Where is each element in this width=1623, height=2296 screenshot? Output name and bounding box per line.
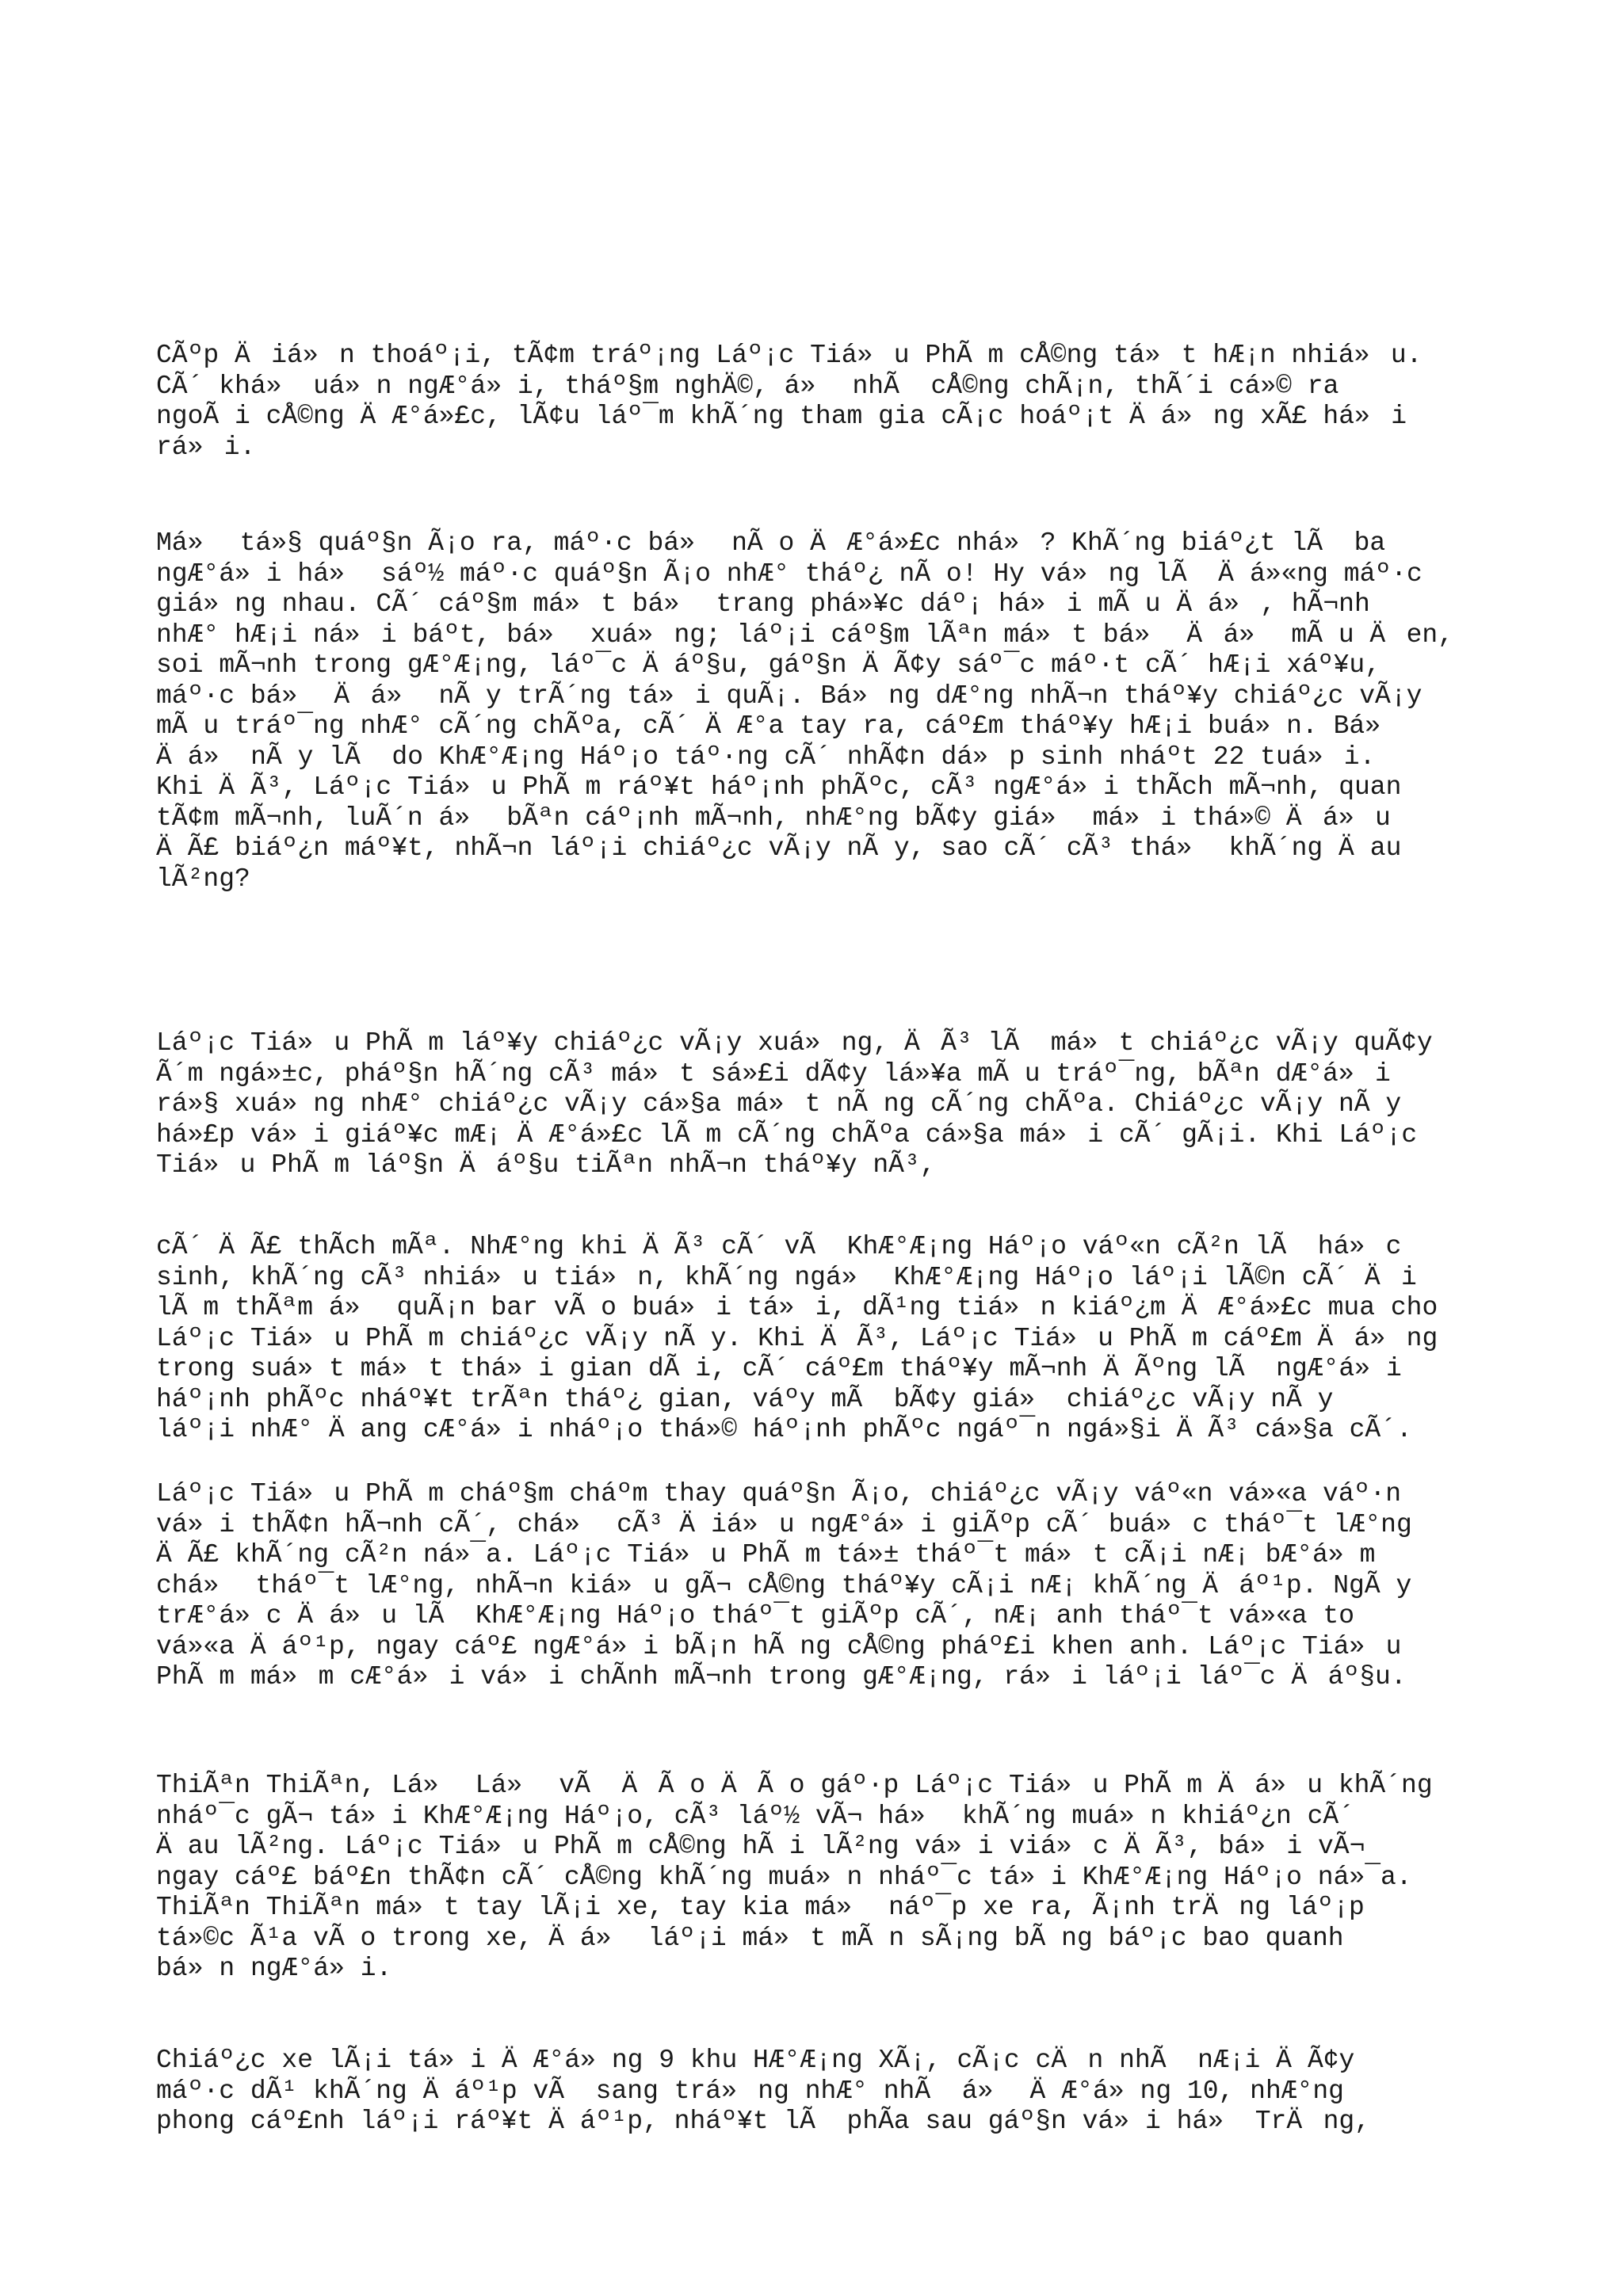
paragraph-7: Chiáº¿c xe lÃ¡i tá»i ÄÆ°á»ng 9 khu HÆ°Æ¡ng XÃ¡, cÃ¡c cÄn nhÃ nÆ¡i ÄÃ¢y máº·c dÃ¹ khÃ´ng Äáº¹p vÃ sang trá»ng nhÆ° nhÃ á» ÄÆ°á»ng 10, nhÆ°ng phong cáº£nh láº¡i ráº¥t Äáº¹p, nháº¥t lÃ phÃa sau gáº§n vá»i há» TrÄng,: [156, 2046, 1370, 2136]
paragraph-2: Má» tá»§ quáº§n Ã¡o ra, máº·c bá» nÃ o ÄÆ°á»£c nhá»? KhÃ´ng biáº¿t lÃ ba ngÆ°á»i há» sáº½ máº·c quáº§n Ã¡o nhÆ° tháº¿ nÃ o! Hy vá»ng lÃ Äá»«ng máº·c giá»ng nhau. CÃ´ cáº§m má»t bá» trang phá»¥c dáº¡ há»i mÃ u Äá», hÃ¬nh nhÆ° hÆ¡i ná»i báºt, bá» xuá»ng; láº¡i cáº§m lÃªn má»t bá» Äá» mÃ u Äen, soi mÃ¬nh trong gÆ°Æ¡ng, láº¯c Äáº§u, gáº§n ÄÃ¢y sáº¯c máº·t cÃ´ hÆ¡i xáº¥u, máº·c bá» Äá» nÃ y trÃ´ng tá»i quÃ¡. Bá»ng dÆ°ng nhÃ¬n tháº¥y chiáº¿c vÃ¡y mÃ u tráº¯ng nhÆ° cÃ´ng chÃºa, cÃ´ ÄÆ°a tay ra, cáº£m tháº¥y hÆ¡i buá»n. Bá» Äá» nÃ y lÃ do KhÆ°Æ¡ng Háº¡o táº·ng cÃ´ nhÃ¢n dá»p sinh nháºt 22 tuá»i. Khi ÄÃ³, Láº¡c Tiá»u PhÃ m ráº¥t háº¡nh phÃºc, cÃ³ ngÆ°á»i thÃch mÃ¬nh, quan tÃ¢m mÃ¬nh, luÃ´n á» bÃªn cáº¡nh mÃ¬nh, nhÆ°ng bÃ¢y giá» má»i thá»© Äá»u ÄÃ£ biáº¿n máº¥t, nhÃ¬n láº¡i chiáº¿c vÃ¡y nÃ y, sao cÃ´ cÃ³ thá» khÃ´ng Äau lÃ²ng?: [156, 528, 1454, 894]
paragraph-5: Láº¡c Tiá»u PhÃ m cháº§m cháºm thay quáº§n Ã¡o, chiáº¿c vÃ¡y váº«n vá»«a váº·n vá»i thÃ¢n hÃ¬nh cÃ´, chá» cÃ³ Äiá»u ngÆ°á»i giÃºp cÃ´ buá»c tháº¯t lÆ°ng ÄÃ£ khÃ´ng cÃ²n ná»¯a. Láº¡c Tiá»u PhÃ m tá»± tháº¯t má»t cÃ¡i nÆ¡ bÆ°á»m chá» tháº¯t lÆ°ng, nhÃ¬n kiá»u gÃ¬ cÅ©ng tháº¥y cÃ¡i nÆ¡ khÃ´ng Äáº¹p. NgÃ y trÆ°á»c Äá»u lÃ KhÆ°Æ¡ng Háº¡o tháº¯t giÃºp cÃ´, nÆ¡ anh tháº¯t vá»«a to vá»«a Äáº¹p, ngay cáº£ ngÆ°á»i bÃ¡n hÃ ng cÅ©ng pháº£i khen anh. Láº¡c Tiá»u PhÃ m má»m cÆ°á»i vá»i chÃnh mÃ¬nh trong gÆ°Æ¡ng, rá»i láº¡i láº¯c Äáº§u.: [156, 1479, 1412, 1691]
paragraph-4: cÃ´ ÄÃ£ thÃch mÃª. NhÆ°ng khi ÄÃ³ cÃ´ vÃ KhÆ°Æ¡ng Háº¡o váº«n cÃ²n lÃ há»c sinh, khÃ´ng cÃ³ nhiá»u tiá»n, khÃ´ng ngá» KhÆ°Æ¡ng Háº¡o láº¡i lÃ©n cÃ´ Äi lÃ m thÃªm á» quÃ¡n bar vÃ o buá»i tá»i, dÃ¹ng tiá»n kiáº¿m ÄÆ°á»£c mua cho Láº¡c Tiá»u PhÃ m chiáº¿c vÃ¡y nÃ y. Khi ÄÃ³, Láº¡c Tiá»u PhÃ m cáº£m Äá»ng trong suá»t má»t thá»i gian dÃ i, cÃ´ cáº£m tháº¥y mÃ¬nh ÄÃºng lÃ ngÆ°á»i háº¡nh phÃºc nháº¥t trÃªn tháº¿ gian, váºy mÃ bÃ¢y giá» chiáº¿c vÃ¡y nÃ y láº¡i nhÆ° Äang cÆ°á»i nháº¡o thá»© háº¡nh phÃºc ngáº¯n ngá»§i ÄÃ³ cá»§a cÃ´.: [156, 1232, 1438, 1444]
paragraph-6: ThiÃªn ThiÃªn, Lá» Lá» vÃ ÄÃ o ÄÃ o gáº·p Láº¡c Tiá»u PhÃ m Äá»u khÃ´ng nháº¯c gÃ¬ tá»i KhÆ°Æ¡ng Háº¡o, cÃ³ láº½ vÃ¬ há» khÃ´ng muá»n khiáº¿n cÃ´ Äau lÃ²ng. Láº¡c Tiá»u PhÃ m cÅ©ng hÃ i lÃ²ng vá»i viá»c ÄÃ³, bá»i vÃ¬ ngay cáº£ báº£n thÃ¢n cÃ´ cÅ©ng khÃ´ng muá»n nháº¯c tá»i KhÆ°Æ¡ng Háº¡o ná»¯a. ThiÃªn ThiÃªn má»t tay lÃ¡i xe, tay kia má» náº¯p xe ra, Ã¡nh trÄng láº¡p tá»©c Ã¹a vÃ o trong xe, Äá» láº¡i má»t mÃ n sÃ¡ng bÃ ng báº¡c bao quanh bá»n ngÆ°á»i.: [156, 1771, 1433, 1983]
paragraph-1: CÃºp Äiá»n thoáº¡i, tÃ¢m tráº¡ng Láº¡c Tiá»u PhÃ m cÅ©ng tá»t hÆ¡n nhiá»u. CÃ´ khá» uá»n ngÆ°á»i, tháº§m nghÄ©, á» nhÃ cÅ©ng chÃ¡n, thÃ´i cá»© ra ngoÃ i cÅ©ng ÄÆ°á»£c, lÃ¢u láº¯m khÃ´ng tham gia cÃ¡c hoáº¡t Äá»ng xÃ£ há»i rá»i.: [156, 341, 1423, 462]
paragraph-3: Láº¡c Tiá»u PhÃ m láº¥y chiáº¿c vÃ¡y xuá»ng, ÄÃ³ lÃ má»t chiáº¿c vÃ¡y quÃ¢y Ã´m ngá»±c, pháº§n hÃ´ng cÃ³ má»t sá»£i dÃ¢y lá»¥a mÃ u tráº¯ng, bÃªn dÆ°á»i rá»§ xuá»ng nhÆ° chiáº¿c vÃ¡y cá»§a má»t nÃ ng cÃ´ng chÃºa. Chiáº¿c vÃ¡y nÃ y há»£p vá»i giáº¥c mÆ¡ ÄÆ°á»£c lÃ m cÃ´ng chÃºa cá»§a má»i cÃ´ gÃ¡i. Khi Láº¡c Tiá»u PhÃ m láº§n Äáº§u tiÃªn nhÃ¬n tháº¥y nÃ³,: [156, 1028, 1433, 1180]
